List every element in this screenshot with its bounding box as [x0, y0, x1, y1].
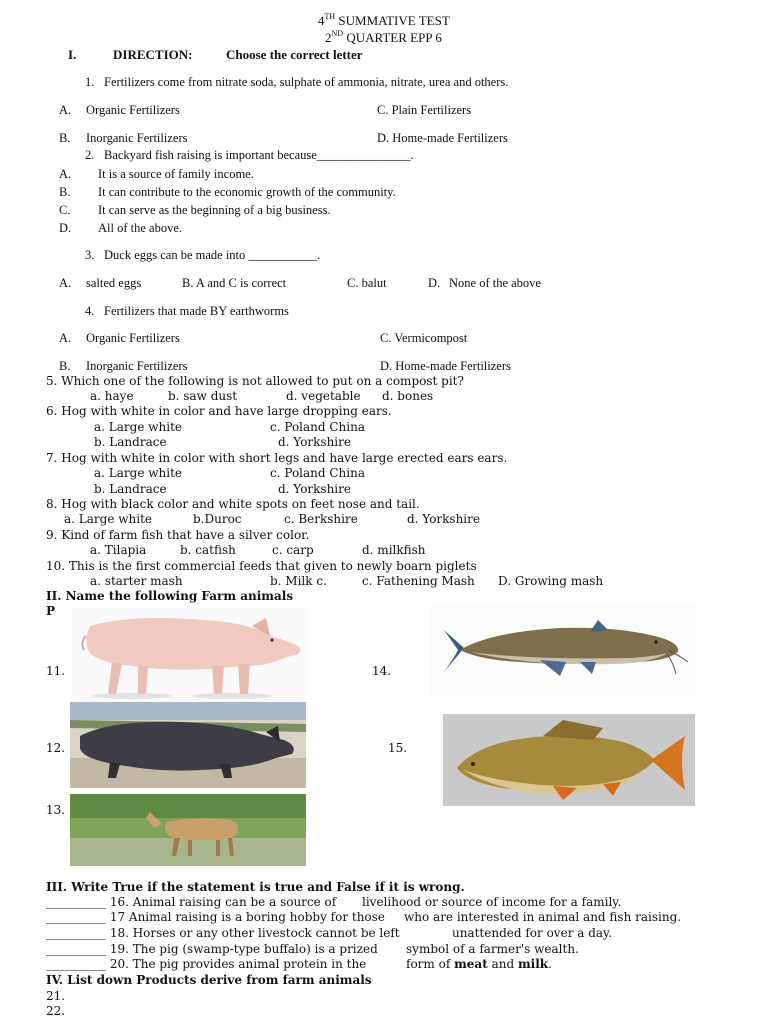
q4-text: Fertilizers that made BY earthworms	[104, 304, 289, 318]
q3-choice-d: None of the above	[449, 276, 541, 290]
answer-blank-17[interactable]: __________ 17 Animal raising is a boring hobby for those	[46, 910, 385, 924]
goat-image	[70, 794, 306, 866]
q10-choice-b: b. Milk c.	[270, 574, 327, 588]
item-13-label: 13.	[46, 803, 66, 817]
section-4-heading: IV. List down Products derive from farm animals	[46, 973, 372, 987]
q6-text: 6. Hog with white in color and have large dropping ears.	[46, 404, 392, 418]
q3-choice-b: B. A and C is correct	[182, 276, 287, 290]
q7-choice-c: c. Poland China	[270, 466, 366, 480]
q2-number: 2.	[85, 148, 95, 162]
q1-choice-b: Inorganic Fertilizers	[86, 131, 188, 145]
q10-choice-d: D. Growing mash	[498, 574, 604, 588]
section-1-roman: I.	[68, 47, 77, 62]
q8-choice-b: b.Duroc	[193, 512, 242, 526]
item-11-label: 11.	[46, 664, 66, 678]
q10-choice-c: c. Fathening Mash	[362, 574, 475, 588]
answer-blank-20[interactable]: __________ 20. The pig provides animal protein in the	[46, 957, 367, 971]
item-14-label: 14.	[372, 664, 392, 678]
q4-choice-c: C. Vermicompost	[380, 331, 468, 345]
q6-choice-c: c. Poland China	[270, 420, 366, 434]
q6-choice-b: b. Landrace	[94, 435, 167, 449]
q5-choice-d: d. bones	[382, 389, 434, 403]
q3-text: Duck eggs can be made into ___________.	[104, 248, 321, 262]
item-15-label: 15.	[388, 741, 408, 755]
item-20-text-cont: form of meat and milk.	[406, 957, 552, 971]
q8-choice-a: a. Large white	[64, 512, 153, 526]
q2-choice-a-letter: A.	[59, 167, 72, 181]
q8-text: 8. Hog with black color and white spots on feet nose and tail.	[46, 497, 420, 511]
q6-choice-a: a. Large white	[94, 420, 183, 434]
item-17-text-cont: who are interested in animal and fish raising.	[404, 910, 682, 924]
white-pig-image	[72, 608, 308, 700]
answer-blank-19[interactable]: __________ 19. The pig (swamp-type buffalo) is a prized	[46, 942, 378, 956]
item-22-label: 22.	[46, 1004, 66, 1018]
q5-choice-a: a. haye	[90, 389, 134, 403]
q1-choice-c: C. Plain Fertilizers	[377, 103, 472, 117]
test-title: 4TH SUMMATIVE TEST	[318, 12, 450, 28]
q5-choice-c: d. vegetable	[286, 389, 361, 403]
q1-choice-b-letter: B.	[59, 131, 71, 145]
stray-letter: P	[46, 604, 56, 618]
q1-choice-d: D. Home-made Fertilizers	[377, 131, 508, 145]
q5-choice-b: b. saw dust	[168, 389, 238, 403]
q3-choice-d-letter: D.	[428, 276, 441, 290]
q4-number: 4.	[85, 304, 95, 318]
quarter-title: 2ND QUARTER EPP 6	[325, 29, 442, 45]
q2-choice-c-letter: C.	[59, 203, 71, 217]
q9-text: 9. Kind of farm fish that have a silver color.	[46, 528, 310, 542]
q2-choice-a: It is a source of family income.	[98, 167, 254, 181]
q9-choice-c: c. carp	[272, 543, 314, 557]
q10-choice-a: a. starter mash	[90, 574, 183, 588]
q3-choice-c: C. balut	[347, 276, 387, 290]
q2-choice-d-letter: D.	[59, 221, 72, 235]
q4-choice-d: D. Home-made Fertilizers	[380, 359, 511, 373]
q4-choice-a-letter: A.	[59, 331, 72, 345]
q10-text: 10. This is the first commercial feeds that given to newly boarn piglets	[46, 559, 477, 573]
q3-choice-a: salted eggs	[86, 276, 142, 290]
q1-number: 1.	[85, 75, 95, 89]
item-18-text-cont: unattended for over a day.	[452, 926, 613, 940]
q2-choice-b-letter: B.	[59, 185, 71, 199]
carp-image	[443, 714, 695, 806]
q2-choice-c: It can serve as the beginning of a big business.	[98, 203, 331, 217]
q6-choice-d: d. Yorkshire	[278, 435, 351, 449]
q2-choice-d: All of the above.	[98, 221, 183, 235]
q3-number: 3.	[85, 248, 95, 262]
q1-choice-a-letter: A.	[59, 103, 72, 117]
q9-choice-d: d. milkfish	[362, 543, 426, 557]
q4-choice-b: Inorganic Fertilizers	[86, 359, 188, 373]
item-19-text-cont: symbol of a farmer's wealth.	[406, 942, 579, 956]
q7-choice-d: d. Yorkshire	[278, 482, 351, 496]
q7-choice-a: a. Large white	[94, 466, 183, 480]
direction-label: DIRECTION:	[113, 47, 193, 62]
q7-choice-b: b. Landrace	[94, 482, 167, 496]
black-pig-image	[70, 702, 306, 788]
item-16-text-cont: livelihood or source of income for a family.	[362, 895, 622, 909]
q7-text: 7. Hog with white in color with short legs and have large erected ears ears.	[46, 451, 508, 465]
q4-choice-a: Organic Fertilizers	[86, 331, 180, 345]
q4-choice-b-letter: B.	[59, 359, 71, 373]
catfish-image	[430, 604, 696, 696]
q2-choice-b: It can contribute to the economic growth of the community.	[98, 185, 396, 199]
q1-text: Fertilizers come from nitrate soda, sulphate of ammonia, nitrate, urea and others.	[104, 75, 509, 89]
q8-choice-c: c. Berkshire	[284, 512, 358, 526]
item-12-label: 12.	[46, 741, 66, 755]
q9-choice-b: b. catfish	[180, 543, 236, 557]
q1-choice-a: Organic Fertilizers	[86, 103, 180, 117]
q9-choice-a: a. Tilapia	[90, 543, 147, 557]
q8-choice-d: d. Yorkshire	[407, 512, 480, 526]
q3-choice-a-letter: A.	[59, 276, 72, 290]
item-21-label: 21.	[46, 989, 66, 1003]
answer-blank-18[interactable]: __________ 18. Horses or any other livestock cannot be left	[46, 926, 400, 940]
section-2-heading: II. Name the following Farm animals	[46, 589, 294, 603]
q2-text: Backyard fish raising is important because_______________.	[104, 148, 414, 162]
q5-text: 5. Which one of the following is not allowed to put on a compost pit?	[46, 374, 464, 388]
answer-blank-16[interactable]: __________ 16. Animal raising can be a source of	[46, 895, 337, 909]
section-3-heading: III. Write True if the statement is true and False if it is wrong.	[46, 880, 465, 894]
direction-text: Choose the correct letter	[226, 47, 363, 62]
